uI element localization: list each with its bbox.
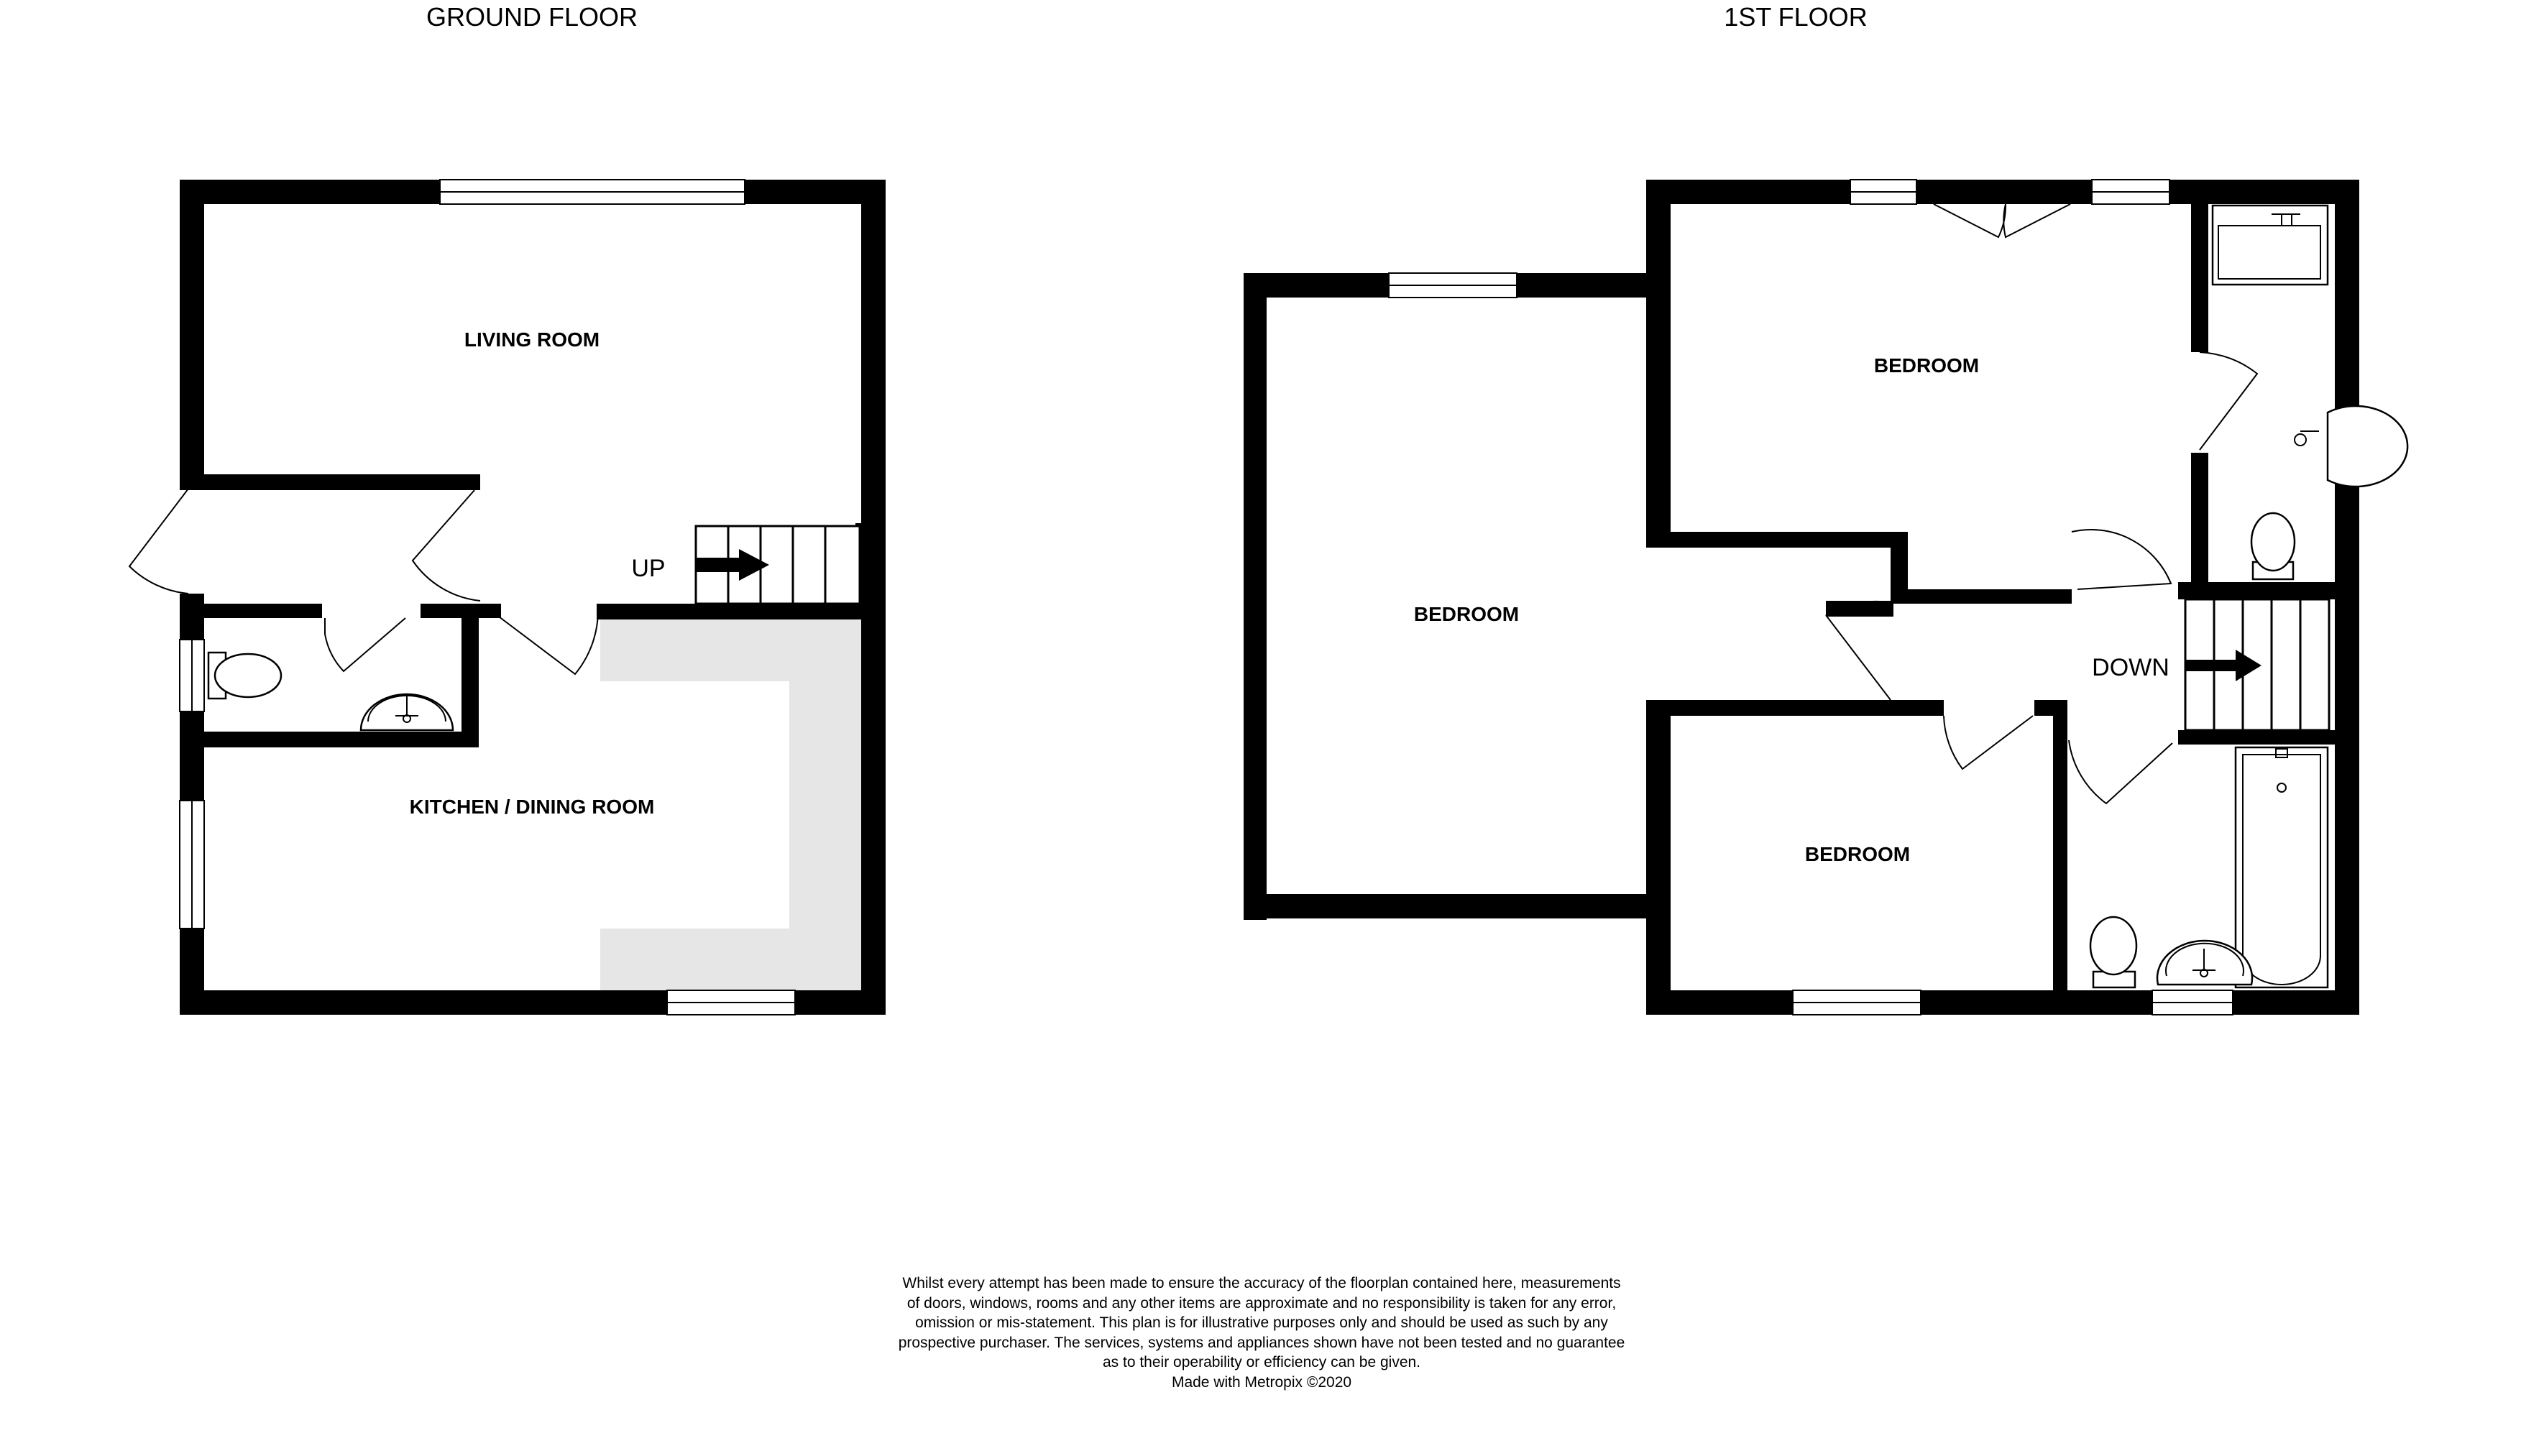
first-floor-title: 1ST FLOOR [1724,2,1868,32]
metropix-credit: Made with Metropix ©2020 [1171,1373,1352,1391]
disclaimer-line: prospective purchaser. The services, systems and appliances shown have not been tested and no guarantee [898,1334,1625,1351]
first-floor-windows [1389,180,2233,1015]
ground-wc-toilet-icon [208,653,281,699]
ensuite-door [2200,352,2257,450]
ground-floor-plan [129,2,886,1015]
front-bedroom-door [2072,530,2171,589]
room-label-living-room: LIVING ROOM [464,328,600,351]
room-label-front-bedroom: BEDROOM [1873,354,1980,377]
stair-up-label: UP [631,555,666,582]
front-door [129,489,188,594]
first-floor-plan [1244,2,2407,1015]
ensuite-toilet-icon [2251,513,2295,579]
bath-icon [2236,747,2328,987]
ground-floor-wc-fixtures [208,653,453,730]
room-label-kitchen-dining-room: KITCHEN / DINING ROOM [409,796,655,818]
ground-floor-title: GROUND FLOOR [426,2,638,32]
balcony-doors [1934,204,2070,237]
ensuite-basin-icon [2295,406,2407,487]
stair-down-label: DOWN [2092,654,2169,681]
disclaimer-line: as to their operability or efficiency can be given. [1102,1354,1421,1370]
ground-floor-staircase [696,526,860,604]
bathroom-door [2069,740,2172,803]
ground-wc-basin-icon [361,694,453,730]
disclaimer-line: Whilst every attempt has been made to ensure the accuracy of the floorplan contained here, measurements [902,1275,1621,1291]
small-bedroom-door [1944,716,2033,769]
disclaimer-line: of doors, windows, rooms and any other items are approximate and no responsibility is taken for any error, [906,1294,1617,1312]
disclaimer-line: omission or mis-statement. This plan is for illustrative purposes only and should be used as such by any [915,1314,1608,1331]
bathroom-toilet-icon [2090,917,2136,987]
ensuite-fixtures [2213,206,2407,579]
room-label-small-bedroom: BEDROOM [1804,843,1911,865]
disclaimer-text [827,1273,1696,1392]
hall-door [413,490,480,601]
wc-door [325,618,405,671]
kitchen-door [493,612,598,674]
first-floor-staircase [2185,599,2329,730]
bathroom-fixtures [2090,747,2328,987]
shower-tray-icon [2213,206,2328,285]
ground-floor-inner-walls [180,474,884,747]
room-label-large-bedroom: BEDROOM [1413,603,1520,625]
